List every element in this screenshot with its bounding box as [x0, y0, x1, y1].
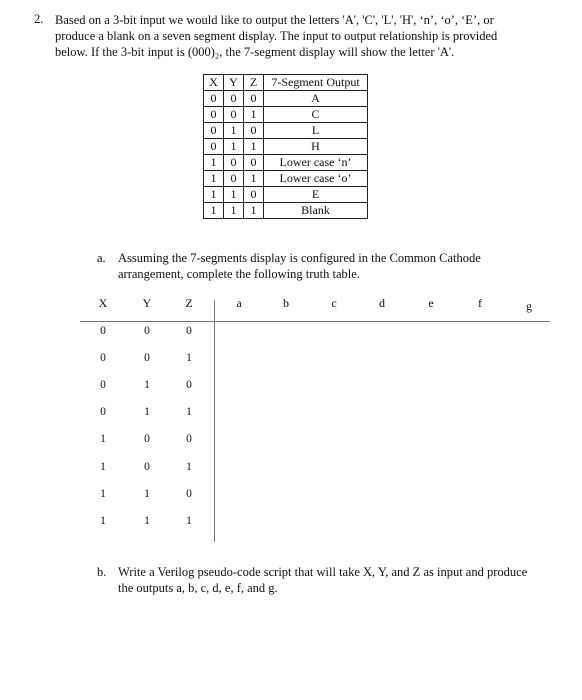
lut-output-cell: A: [264, 91, 368, 107]
tt-header-b: b: [283, 296, 289, 310]
tt-cell: 0: [100, 325, 106, 337]
part-b-line: the outputs a, b, c, d, e, f, and g.: [118, 581, 278, 595]
tt-row: [0, 461, 582, 477]
tt-cell: 1: [100, 461, 106, 473]
tt-cell: 0: [144, 461, 150, 473]
tt-cell: 1: [100, 515, 106, 527]
lut-cell: 1: [204, 171, 224, 187]
tt-cell: 1: [144, 379, 150, 391]
tt-cell: 1: [186, 461, 192, 473]
part-a-line: Assuming the 7-segments display is configured in the Common Cathode: [118, 251, 481, 265]
tt-cell: 0: [144, 325, 150, 337]
tt-cell: 0: [100, 406, 106, 418]
part-a-line: arrangement, complete the following truth table.: [118, 267, 360, 281]
question-line: produce a blank on a seven segment display. The input to output relationship is provided: [55, 29, 498, 43]
tt-row: [0, 515, 582, 531]
tt-header-g: g: [526, 299, 532, 313]
lut-cell: 0: [204, 107, 224, 123]
part-b-line: Write a Verilog pseudo-code script that will take X, Y, and Z as input and produce: [118, 565, 528, 579]
truth-table-header-divider: [80, 321, 550, 322]
lut-output-cell: C: [264, 107, 368, 123]
lut-header-row: [204, 75, 368, 91]
tt-cell: 1: [186, 515, 192, 527]
tt-cell: 0: [186, 379, 192, 391]
tt-header-c: c: [331, 296, 337, 310]
lut-cell: 0: [244, 123, 264, 139]
lut-cell: 0: [224, 107, 244, 123]
tt-row: [0, 352, 582, 368]
lut-cell: 0: [204, 139, 224, 155]
part-b-label: b.: [97, 565, 107, 579]
lut-cell: 1: [224, 123, 244, 139]
tt-cell: 1: [100, 488, 106, 500]
part-a-label: a.: [97, 251, 106, 265]
lut-row: [204, 187, 368, 203]
tt-header-x: X: [98, 296, 108, 310]
tt-cell: 0: [144, 433, 150, 445]
tt-cell: 1: [186, 352, 192, 364]
lut-output-cell: Blank: [264, 203, 368, 219]
tt-cell: 1: [144, 515, 150, 527]
lut-header-x: X: [204, 75, 224, 91]
lut-cell: 0: [224, 171, 244, 187]
lut-output-cell: H: [264, 139, 368, 155]
question-line: below. If the 3-bit input is (000)₂, the 7-segment display will show the letter 'A'.: [55, 45, 455, 59]
question-line: Based on a 3-bit input we would like to output the letters 'A', 'C', 'L', 'H', ‘n’, ‘o’, ‘E’, or: [55, 13, 494, 27]
tt-row: [0, 433, 582, 449]
tt-cell: 0: [186, 488, 192, 500]
tt-cell: 1: [186, 406, 192, 418]
tt-header-a: a: [236, 296, 242, 310]
tt-cell: 1: [144, 406, 150, 418]
tt-header-f: f: [478, 296, 482, 310]
lut-cell: 1: [224, 187, 244, 203]
lut-row: [204, 139, 368, 155]
tt-cell: 0: [100, 352, 106, 364]
tt-row: [0, 325, 582, 341]
lut-cell: 0: [224, 155, 244, 171]
lut-cell: 1: [224, 203, 244, 219]
lut-cell: 1: [244, 139, 264, 155]
lut-output-cell: E: [264, 187, 368, 203]
lut-row: [204, 203, 368, 219]
tt-cell: 0: [186, 325, 192, 337]
lut-cell: 1: [204, 187, 224, 203]
lut-row: [204, 91, 368, 107]
lut-cell: 0: [224, 91, 244, 107]
lut-row: [204, 155, 368, 171]
tt-row: [0, 379, 582, 395]
tt-cell: 0: [100, 379, 106, 391]
lut-header-output: 7-Segment Output: [264, 75, 368, 91]
part-a-text: [118, 250, 538, 282]
tt-row: [0, 406, 582, 422]
tt-cell: 0: [186, 433, 192, 445]
tt-header-y: Y: [142, 296, 152, 310]
lut-cell: 0: [204, 123, 224, 139]
truth-table-header: [0, 296, 582, 312]
lut-row: [204, 107, 368, 123]
segment-lookup-table: [203, 74, 368, 219]
lut-cell: 1: [244, 203, 264, 219]
lut-output-cell: Lower case ‘o’: [264, 171, 368, 187]
tt-cell: 1: [100, 433, 106, 445]
tt-header-d: d: [379, 296, 385, 310]
lut-cell: 0: [204, 91, 224, 107]
lut-row: [204, 171, 368, 187]
question-text: [55, 12, 560, 60]
tt-header-e: e: [428, 296, 434, 310]
lut-output-cell: L: [264, 123, 368, 139]
lut-cell: 1: [244, 107, 264, 123]
tt-cell: 0: [144, 352, 150, 364]
lut-cell: 1: [204, 203, 224, 219]
lut-cell: 0: [244, 91, 264, 107]
question-number: 2.: [34, 12, 44, 26]
lut-output-cell: Lower case ‘n’: [264, 155, 368, 171]
lut-header-z: Z: [244, 75, 264, 91]
part-b-text: [118, 564, 558, 596]
lut-cell: 1: [204, 155, 224, 171]
lut-cell: 1: [224, 139, 244, 155]
lut-header-y: Y: [224, 75, 244, 91]
lut-cell: 1: [244, 171, 264, 187]
lut-cell: 0: [244, 187, 264, 203]
tt-cell: 1: [144, 488, 150, 500]
tt-header-z: Z: [185, 296, 193, 310]
tt-row: [0, 488, 582, 504]
lut-cell: 0: [244, 155, 264, 171]
lut-row: [204, 123, 368, 139]
